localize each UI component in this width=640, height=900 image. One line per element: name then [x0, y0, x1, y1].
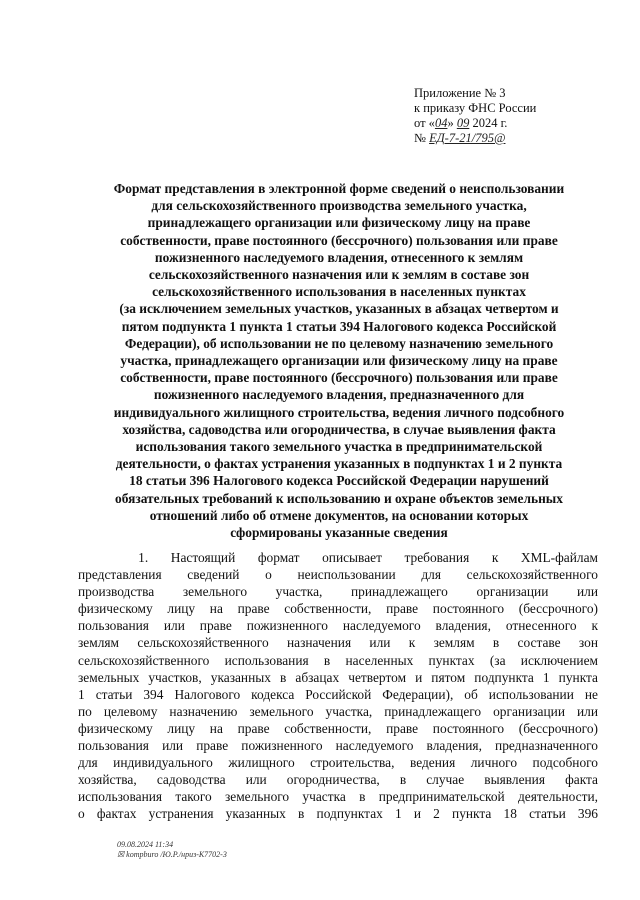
body-line: физическому лицу на праве собственности, праве постоянного (бессрочного) — [78, 601, 598, 617]
body-line: представления сведений о неиспользовании для сельскохозяйственного — [78, 567, 598, 583]
title-line: Федерации), об использовании не по целевому назначению земельного — [124, 335, 554, 351]
appendix-date — [414, 116, 536, 131]
title-line: для сельскохозяйственного производства земельного участка, — [151, 198, 527, 214]
title-line: собственности, праве постоянного (бессрочного) пользования или праве — [120, 370, 558, 386]
document-title — [78, 180, 600, 541]
date-month: 09 — [456, 116, 470, 130]
document-body — [78, 549, 598, 823]
title-line: использования такого земельного участка в предпринимательской — [135, 439, 543, 455]
footer-stamp — [117, 840, 227, 859]
body-line: пользования или праве пожизненного наследуемого владения, предназначенного — [78, 738, 598, 754]
body-line: по целевому назначению земельного участка, принадлежащего организации или — [78, 703, 598, 719]
appendix-number — [414, 131, 536, 146]
date-mid: » — [447, 116, 457, 130]
date-prefix: от « — [414, 116, 435, 130]
appendix-title: Приложение № 3 — [414, 86, 506, 100]
body-line: для индивидуального жилищного строительства, ведения личного подсобного — [78, 755, 598, 771]
title-line: (за исключением земельных участков, указанных в абзацах четвертом и — [119, 301, 559, 317]
footer-timestamp: 09.08.2024 11:34 — [117, 840, 174, 849]
title-line: собственности, праве постоянного (бессрочного) пользования или праве — [120, 232, 558, 248]
body-line: 1. Настоящий формат описывает требования к XML-файлам — [78, 550, 598, 565]
title-line: хозяйства, садоводства или огородничества, в случае выявления факта — [122, 421, 556, 437]
body-line: 1 статьи 394 Налогового кодекса Российской Федерации), об использовании не — [78, 686, 598, 702]
title-line: принадлежащего организации или физическому лицу на праве — [147, 215, 531, 231]
body-line: землям сельскохозяйственного назначения или к землям в составе зон — [78, 635, 598, 651]
title-line: пожизненного наследуемого владения, отнесенного к землям — [154, 249, 524, 265]
body-line: производства земельного участка, принадлежащего организации или — [78, 584, 598, 600]
title-line: сельскохозяйственного назначения или к землям в составе зон — [148, 267, 530, 283]
body-line: физическому лицу на праве собственности, праве постоянного (бессрочного) — [78, 720, 598, 736]
date-day: 04 — [434, 116, 448, 130]
number-prefix: № — [414, 131, 430, 145]
title-line: отношений либо об отмене документов, на основании которых — [149, 507, 529, 523]
body-line: пользования или праве пожизненного наследуемого владения, отнесенного к — [78, 618, 598, 634]
body-line: хозяйства, садоводства или огородничества, в случае выявления факта — [78, 772, 598, 788]
body-line: сельскохозяйственного использования в населенных пунктах (за исключением — [78, 652, 598, 668]
body-line: земельных участков, указанных в абзацах четвертом и пятом подпункта 1 пункта — [78, 669, 598, 685]
title-line: обязательных требований к использованию и охране объектов земельных — [115, 490, 563, 506]
title-line: Формат представления в электронной форме сведений о неиспользовании — [113, 181, 565, 196]
title-line: участка, принадлежащего организации или физическому лицу на праве — [120, 353, 558, 369]
title-line: индивидуального жилищного строительства, ведения личного подсобного — [113, 404, 565, 420]
title-line: пятом подпункта 1 пункта 1 статьи 394 Налогового кодекса Российской — [121, 318, 557, 334]
title-line: сельскохозяйственного использования в населенных пунктах — [152, 284, 526, 300]
body-line: о фактах устранения указанных в подпунктах 1 и 2 пункта 18 статьи 396 — [78, 806, 598, 822]
title-line: деятельности, о фактах устранения указанных в подпунктах 1 и 2 пункта — [115, 456, 563, 472]
footer-user: ☒ kompburo /Ю.Р./нриз-К7702-3 — [117, 849, 227, 859]
body-line: использования такого земельного участка в предпринимательской деятельности, — [78, 789, 598, 805]
title-line: пожизненного наследуемого владения, предназначенного для — [153, 387, 525, 403]
title-line: сформированы указанные сведения — [230, 525, 448, 541]
appendix-header — [414, 86, 536, 146]
order-number: ЕД-7-21/795@ — [429, 131, 506, 145]
appendix-order: к приказу ФНС России — [414, 101, 537, 115]
date-year: 2024 г. — [469, 116, 508, 130]
title-line: 18 статьи 396 Налогового кодекса Российской Федерации нарушений — [129, 473, 549, 489]
